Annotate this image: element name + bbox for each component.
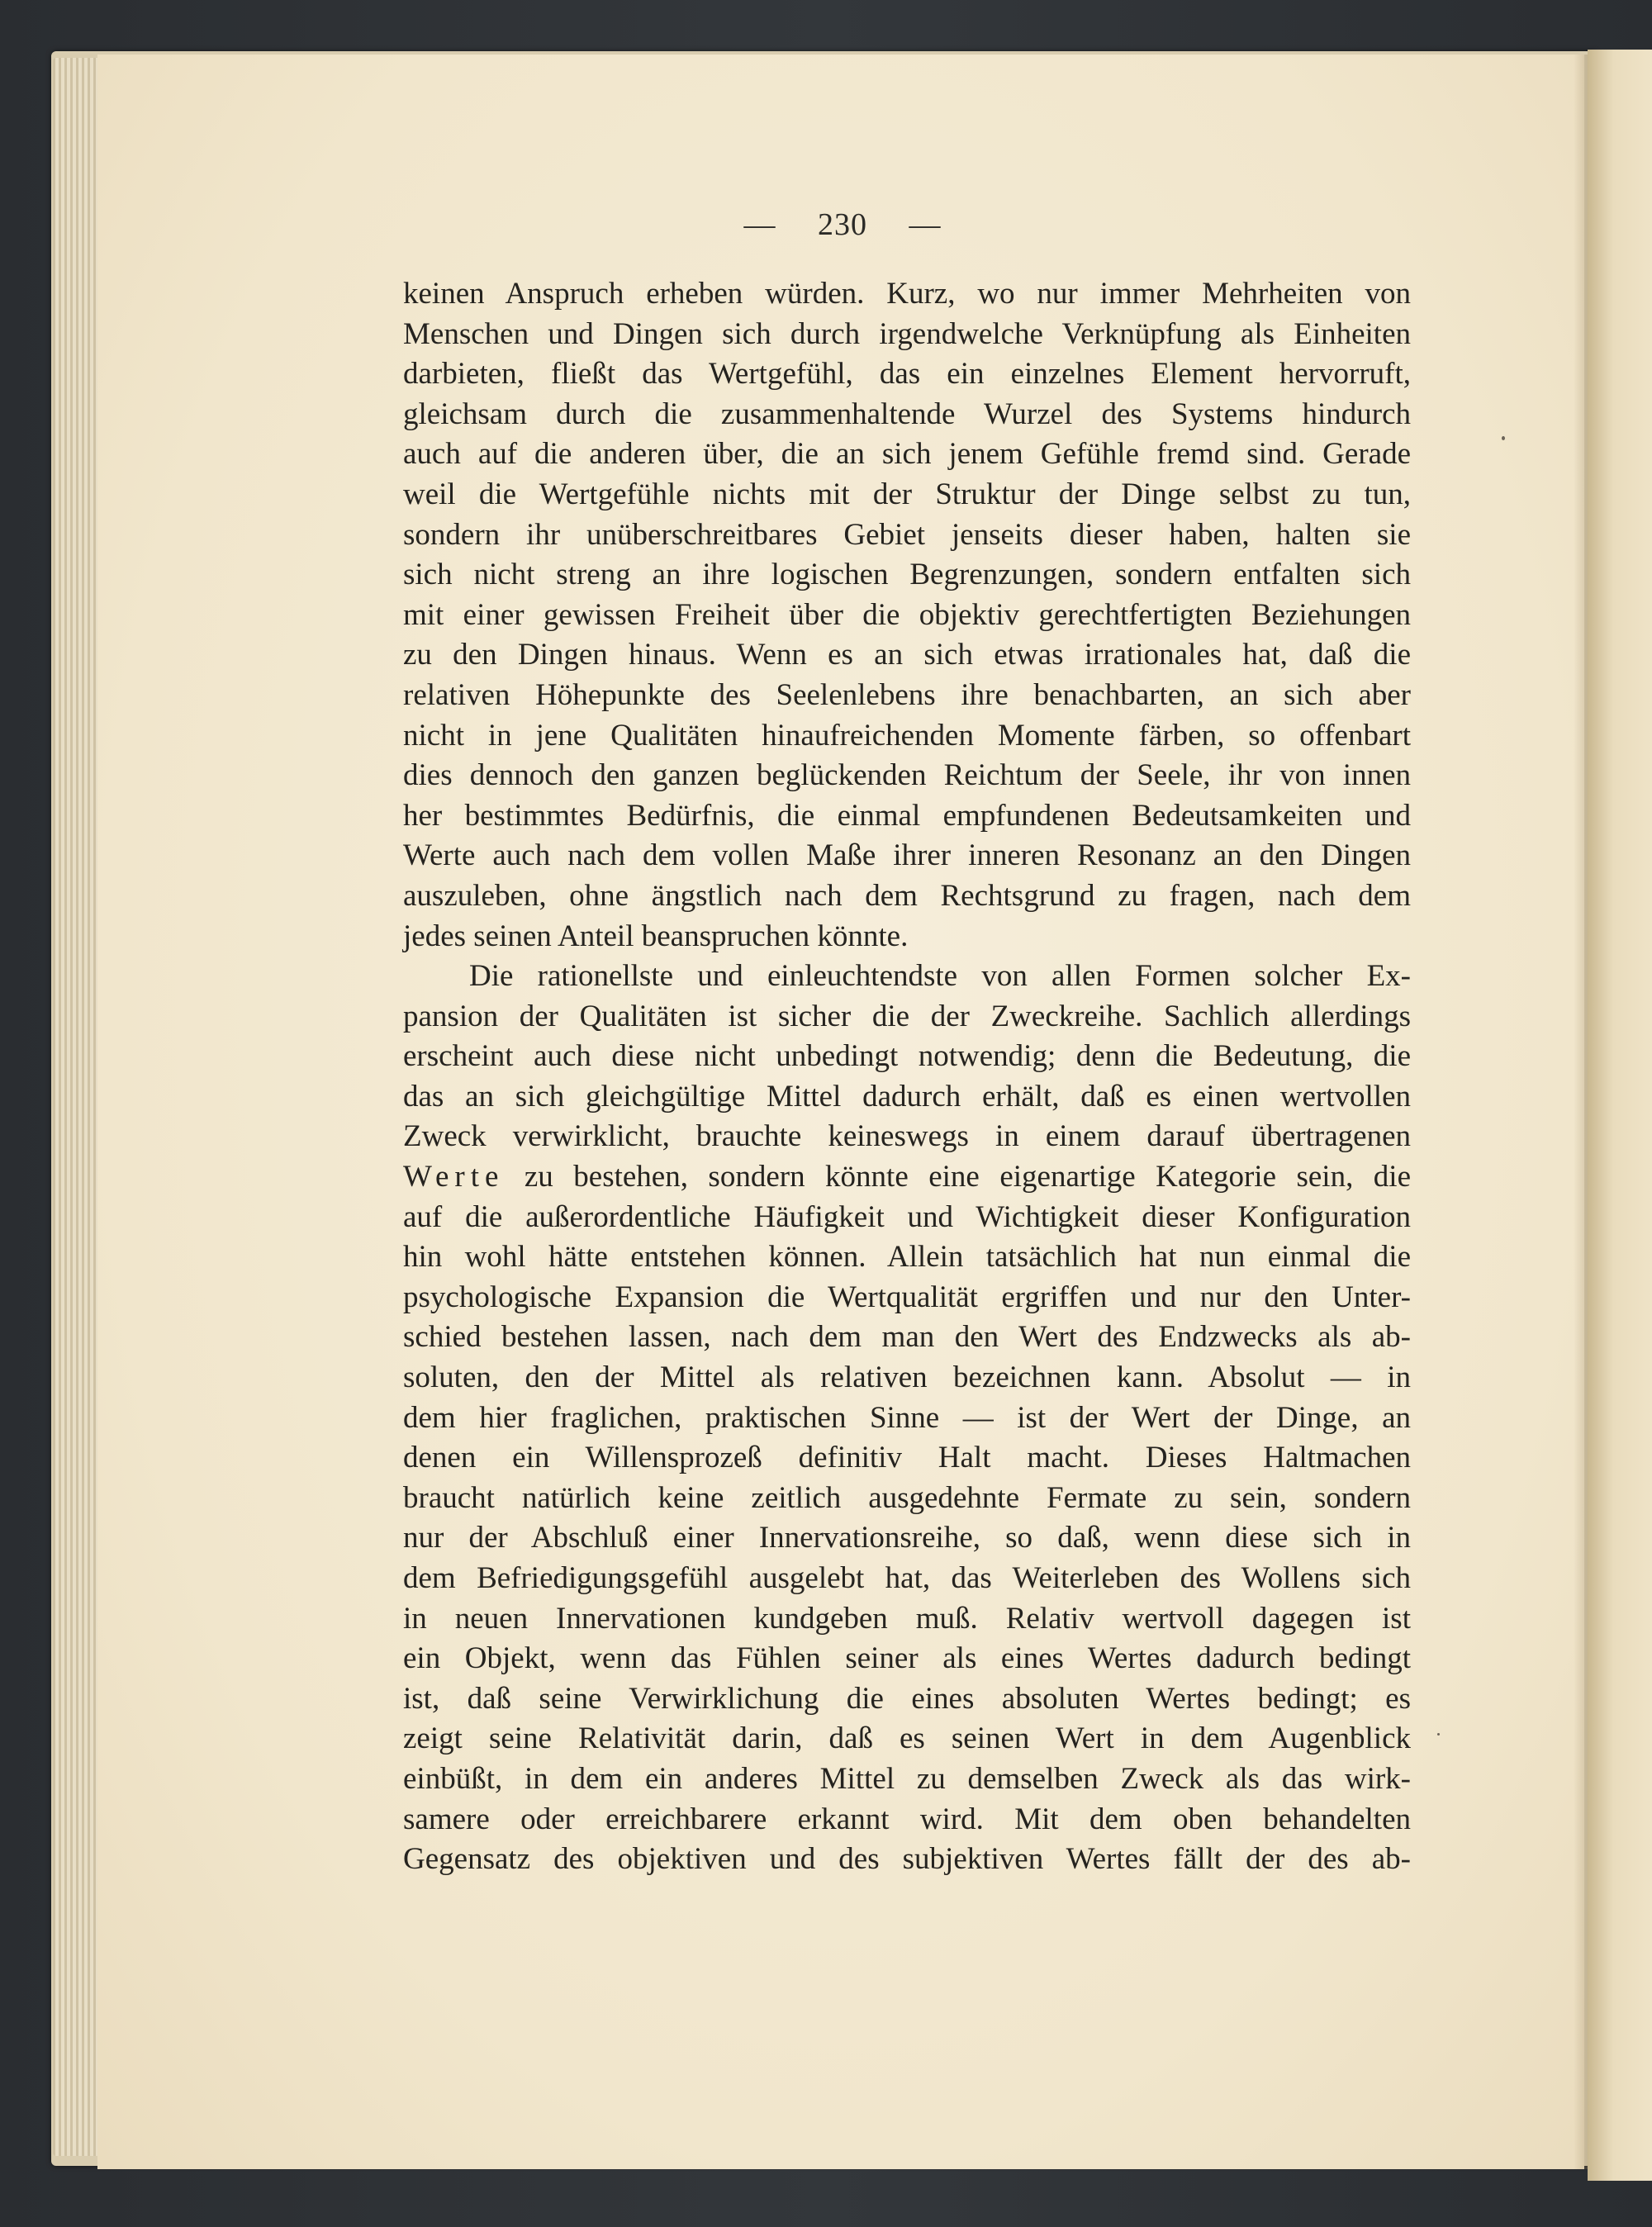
text-line: dem hier fraglichen, praktischen Sinne — ist der Wert der Dinge, an — [403, 1400, 1411, 1435]
text-line: psychologische Expansion die Wertqualität ergriffen und nur den Unter- — [403, 1280, 1411, 1314]
page-number-header — [0, 207, 1652, 243]
text-line: zu den Dingen hinaus. Wenn es an sich etwas irrationales hat, daß die — [403, 638, 1411, 672]
facing-page-edge — [1588, 50, 1652, 2181]
page-edges — [53, 58, 102, 2156]
text-line: hin wohl hätte entstehen können. Allein tatsächlich hat nun einmal die — [403, 1240, 1411, 1275]
text-line — [403, 1157, 1411, 1198]
text-line: ist, daß seine Verwirklichung die eines absoluten Wertes bedingt; es — [403, 1681, 1411, 1716]
text-line: jedes seinen Anteil beanspruchen könnte. — [403, 919, 909, 953]
text-line: nicht in jene Qualitäten hinaufreichenden Momente färben, so offenbart — [403, 718, 1411, 753]
text-line: darbieten, fließt das Wertgefühl, das ein einzelnes Element hervorruft, — [403, 357, 1411, 392]
text-line: Werte auch nach dem vollen Maße ihrer inneren Resonanz an den Dingen — [403, 838, 1411, 873]
text-line: her bestimmtes Bedürfnis, die einmal empfundenen Bedeutsamkeiten und — [403, 798, 1411, 833]
text-line: soluten, den der Mittel als relativen bezeichnen kann. Absolut — in — [403, 1360, 1411, 1395]
text-line: auf die außerordentliche Häufigkeit und Wichtigkeit dieser Konfiguration — [403, 1199, 1411, 1234]
text-line: sondern ihr unüberschreitbares Gebiet jenseits dieser haben, halten sie — [403, 517, 1411, 552]
text-line: samere oder erreichbarere erkannt wird. Mit dem oben behandelten — [403, 1802, 1411, 1836]
text-line: einbüßt, in dem ein anderes Mittel zu demselben Zweck als das wirk- — [403, 1761, 1411, 1796]
text-line: in neuen Innervationen kundgeben muß. Relativ wertvoll dagegen ist — [403, 1601, 1411, 1636]
text-run: zu bestehen, sondern könnte eine eigenartige Kategorie sein, die — [504, 1160, 1411, 1194]
text-line: denen ein Willensprozeß definitiv Halt macht. Dieses Haltmachen — [403, 1441, 1411, 1475]
text-line: pansion der Qualitäten ist sicher die der Zweckreihe. Sachlich allerdings — [403, 999, 1411, 1033]
body-text — [403, 274, 1411, 1880]
text-line: dem Befriedigungsgefühl ausgelebt hat, das Weiterleben des Wollens sich — [403, 1561, 1411, 1595]
text-line: auch auf die anderen über, die an sich jenem Gefühle fremd sind. Gerade — [403, 437, 1411, 472]
text-line: auszuleben, ohne ängstlich nach dem Rechtsgrund zu fragen, nach dem — [403, 878, 1411, 913]
text-line: Gegensatz des objektiven und des subjektiven Wertes fällt der des ab- — [403, 1842, 1411, 1877]
page-number: 230 — [818, 207, 867, 242]
text-line: relativen Höhepunkte des Seelenlebens ihre benachbarten, an sich aber — [403, 677, 1411, 712]
text-line: schied bestehen lassen, nach dem man den Wert des Endzwecks als ab- — [403, 1320, 1411, 1355]
text-line: weil die Wertgefühle nichts mit der Struktur der Dinge selbst zu tun, — [403, 477, 1411, 511]
text-line: dies dennoch den ganzen beglückenden Reichtum der Seele, ihr von innen — [403, 758, 1411, 793]
text-line: sich nicht streng an ihre logischen Begrenzungen, sondern entfalten sich — [403, 558, 1411, 592]
text-line: mit einer gewissen Freiheit über die objektiv gerechtfertigten Beziehungen — [403, 597, 1411, 632]
text-line: keinen Anspruch erheben würden. Kurz, wo nur immer Mehrheiten von — [403, 277, 1411, 311]
dash-left: — — [743, 207, 776, 242]
text-line: Zweck verwirklicht, brauchte keineswegs in einem darauf übertragenen — [403, 1119, 1411, 1154]
text-line: Die rationellste und einleuchtendste von allen Formen solcher Ex- — [469, 959, 1411, 994]
paragraph-2 — [403, 957, 1411, 1880]
text-line: Menschen und Dingen sich durch irgendwelche Verknüpfung als Einheiten — [403, 316, 1411, 351]
text-line: zeigt seine Relativität darin, daß es seinen Wert in dem Augenblick — [403, 1721, 1411, 1756]
scan-speck — [1437, 1733, 1440, 1736]
text-line: das an sich gleichgültige Mittel dadurch erhält, daß es einen wertvollen — [403, 1079, 1411, 1114]
text-line: gleichsam durch die zusammenhaltende Wurzel des Systems hindurch — [403, 396, 1411, 431]
text-line: erscheint auch diese nicht unbedingt notwendig; denn die Bedeutung, die — [403, 1039, 1411, 1074]
scan-speck — [1502, 436, 1505, 440]
text-line: braucht natürlich keine zeitlich ausgedehnte Fermate zu sein, sondern — [403, 1480, 1411, 1515]
text-line: ein Objekt, wenn das Fühlen seiner als eines Wertes dadurch bedingt — [403, 1641, 1411, 1676]
spaced-emphasis: Werte — [403, 1160, 505, 1194]
paragraph-1 — [403, 274, 1411, 957]
dash-right: — — [909, 207, 942, 242]
text-line: nur der Abschluß einer Innervationsreihe, so daß, wenn diese sich in — [403, 1521, 1411, 1555]
